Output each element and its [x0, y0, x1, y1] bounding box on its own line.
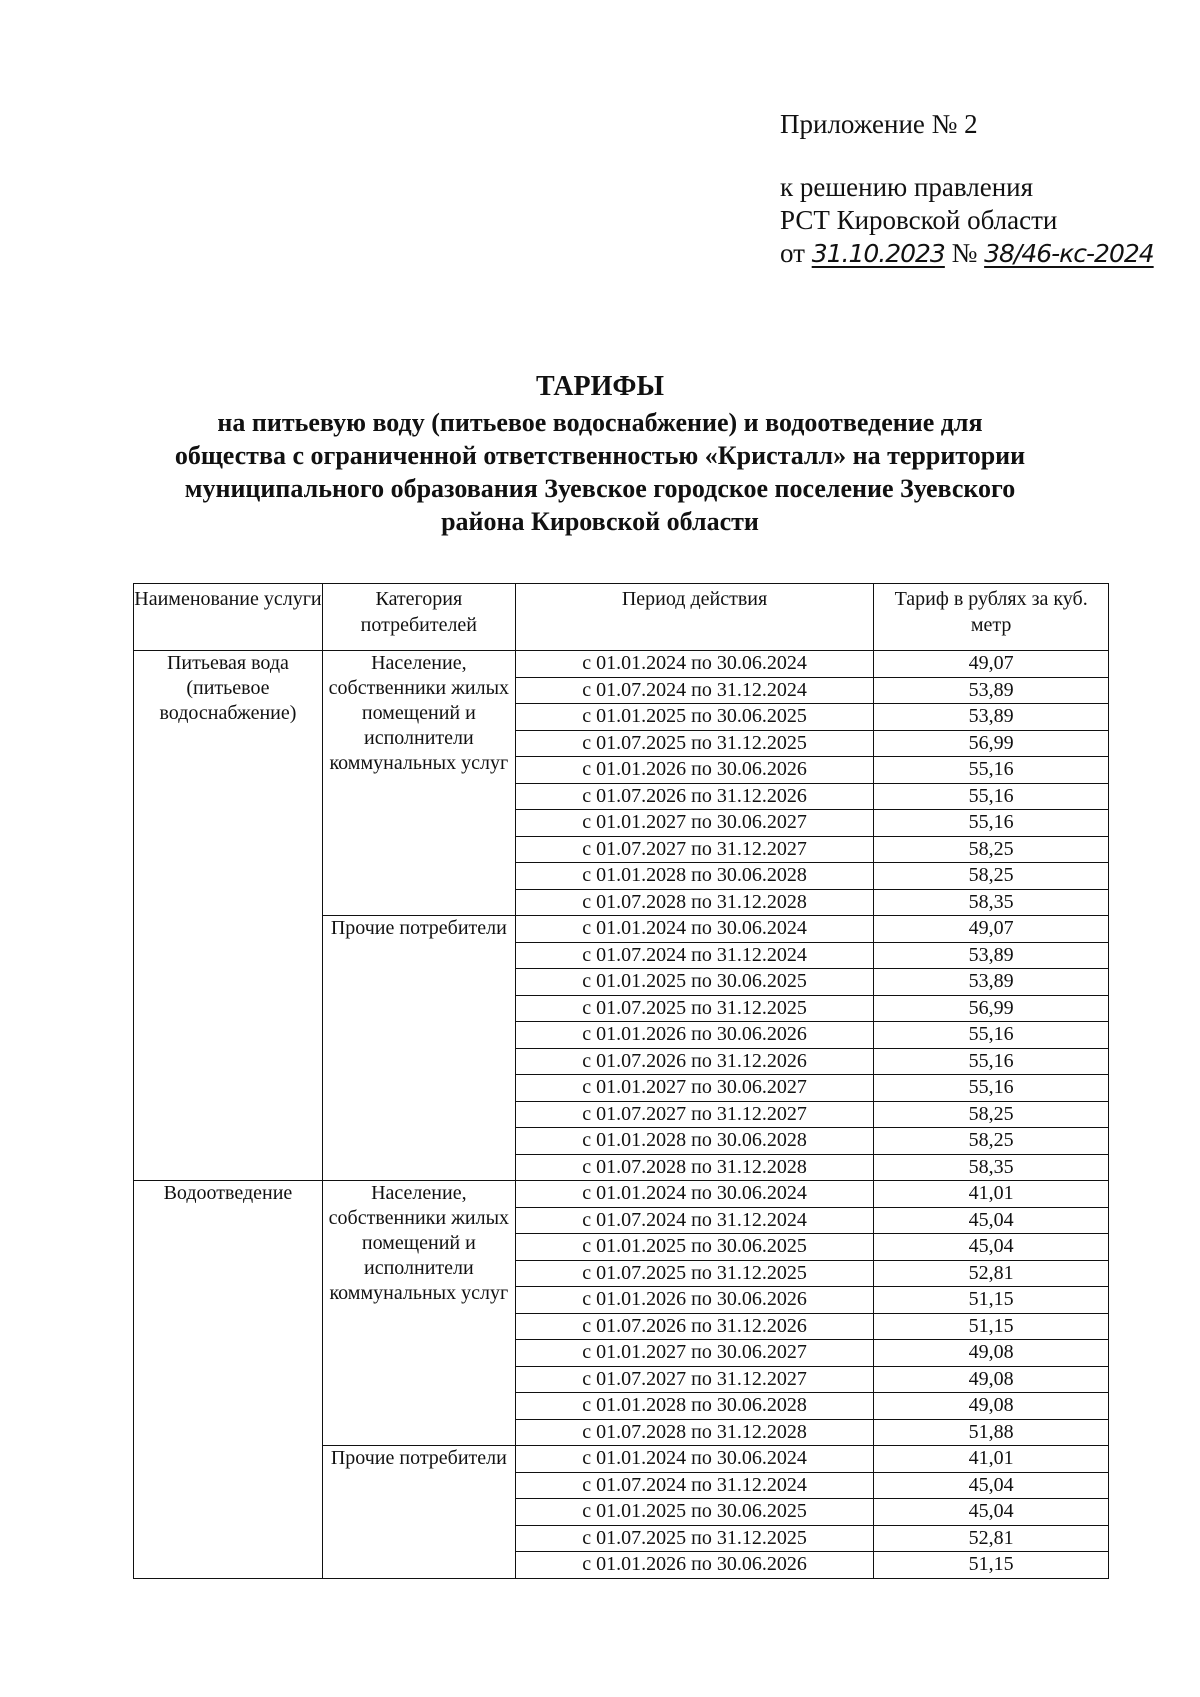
period-cell: с 01.01.2028 по 30.06.2028 [515, 1393, 874, 1420]
period-cell: с 01.07.2027 по 31.12.2027 [515, 1101, 874, 1128]
period-cell: с 01.01.2025 по 30.06.2025 [515, 704, 874, 731]
service-name-cell: Питьевая вода (питьевое водоснабжение) [134, 651, 323, 1181]
title-line-3: муниципального образования Зуевское городское поселение Зуевского [184, 474, 1016, 503]
tariff-cell: 41,01 [874, 1446, 1109, 1473]
handwritten-date: 31.10.2023 [811, 239, 945, 268]
period-cell: с 01.01.2024 по 30.06.2024 [515, 1181, 874, 1208]
period-cell: с 01.07.2024 по 31.12.2024 [515, 1472, 874, 1499]
header-period: Период действия [515, 584, 874, 651]
period-cell: с 01.07.2027 по 31.12.2027 [515, 1366, 874, 1393]
header-category: Категория потребителей [322, 584, 515, 651]
period-cell: с 01.01.2026 по 30.06.2026 [515, 1552, 874, 1579]
tariff-cell: 52,81 [874, 1525, 1109, 1552]
title-line-1: на питьевую воду (питьевое водоснабжение) и водоотведение для [217, 408, 983, 437]
tariff-cell: 58,35 [874, 889, 1109, 916]
period-cell: с 01.01.2026 по 30.06.2026 [515, 1287, 874, 1314]
tariff-cell: 58,25 [874, 836, 1109, 863]
handwritten-number: 38/46-кс-2024 [984, 239, 1154, 268]
appendix-authority: РСТ Кировской области [780, 205, 1058, 235]
period-cell: с 01.01.2025 по 30.06.2025 [515, 1499, 874, 1526]
tariff-cell: 55,16 [874, 1075, 1109, 1102]
period-cell: с 01.01.2024 по 30.06.2024 [515, 651, 874, 678]
tariff-cell: 53,89 [874, 704, 1109, 731]
period-cell: с 01.07.2028 по 31.12.2028 [515, 1154, 874, 1181]
tariff-cell: 58,25 [874, 863, 1109, 890]
table-row [134, 651, 1109, 678]
header-service: Наименование услуги [134, 584, 323, 651]
tariff-cell: 58,25 [874, 1128, 1109, 1155]
tariff-cell: 49,07 [874, 651, 1109, 678]
period-cell: с 01.01.2026 по 30.06.2026 [515, 757, 874, 784]
period-cell: с 01.01.2028 по 30.06.2028 [515, 863, 874, 890]
service-name-cell: Водоотведение [134, 1181, 323, 1579]
appendix-decision: к решению правления [780, 172, 1034, 202]
table-row [134, 1181, 1109, 1208]
period-cell: с 01.07.2026 по 31.12.2026 [515, 783, 874, 810]
period-cell: с 01.07.2024 по 31.12.2024 [515, 942, 874, 969]
period-cell: с 01.07.2025 по 31.12.2025 [515, 730, 874, 757]
tariff-cell: 53,89 [874, 677, 1109, 704]
date-prefix: от [780, 238, 805, 268]
period-cell: с 01.07.2027 по 31.12.2027 [515, 836, 874, 863]
tariff-table [133, 583, 1109, 1579]
tariff-cell: 55,16 [874, 1048, 1109, 1075]
tariff-cell: 49,08 [874, 1340, 1109, 1367]
tariff-cell: 49,07 [874, 916, 1109, 943]
title-line-4: района Кировской области [441, 507, 759, 536]
tariff-cell: 41,01 [874, 1181, 1109, 1208]
appendix-date-line [780, 237, 1180, 270]
consumer-category-cell: Население, собственники жилых помещений и исполнители коммунальных услуг [322, 1181, 515, 1446]
tariff-cell: 55,16 [874, 757, 1109, 784]
tariff-cell: 51,15 [874, 1313, 1109, 1340]
appendix-number: Приложение № 2 [780, 109, 978, 139]
period-cell: с 01.01.2026 по 30.06.2026 [515, 1022, 874, 1049]
tariff-cell: 45,04 [874, 1499, 1109, 1526]
table-header-row [134, 584, 1109, 651]
tariff-cell: 55,16 [874, 783, 1109, 810]
period-cell: с 01.01.2027 по 30.06.2027 [515, 1075, 874, 1102]
tariff-cell: 49,08 [874, 1393, 1109, 1420]
consumer-category-cell: Прочие потребители [322, 1446, 515, 1579]
period-cell: с 01.01.2025 по 30.06.2025 [515, 969, 874, 996]
period-cell: с 01.07.2026 по 31.12.2026 [515, 1048, 874, 1075]
period-cell: с 01.07.2024 по 31.12.2024 [515, 1207, 874, 1234]
tariff-cell: 45,04 [874, 1234, 1109, 1261]
tariff-cell: 51,15 [874, 1552, 1109, 1579]
period-cell: с 01.01.2025 по 30.06.2025 [515, 1234, 874, 1261]
period-cell: с 01.07.2028 по 31.12.2028 [515, 1419, 874, 1446]
tariff-cell: 56,99 [874, 730, 1109, 757]
header-tariff: Тариф в рублях за куб. метр [874, 584, 1109, 651]
title-line-2: общества с ограниченной ответственностью «Кристалл» на территории [174, 441, 1026, 470]
period-cell: с 01.07.2025 по 31.12.2025 [515, 1525, 874, 1552]
tariff-cell: 53,89 [874, 969, 1109, 996]
period-cell: с 01.01.2027 по 30.06.2027 [515, 810, 874, 837]
appendix-block [780, 108, 1180, 270]
tariff-cell: 58,25 [874, 1101, 1109, 1128]
period-cell: с 01.07.2025 по 31.12.2025 [515, 995, 874, 1022]
tariff-cell: 53,89 [874, 942, 1109, 969]
tariff-cell: 58,35 [874, 1154, 1109, 1181]
number-prefix: № [951, 238, 978, 268]
tariff-cell: 49,08 [874, 1366, 1109, 1393]
period-cell: с 01.01.2024 по 30.06.2024 [515, 1446, 874, 1473]
period-cell: с 01.07.2026 по 31.12.2026 [515, 1313, 874, 1340]
consumer-category-cell: Население, собственники жилых помещений и исполнители коммунальных услуг [322, 651, 515, 916]
consumer-category-cell: Прочие потребители [322, 916, 515, 1181]
tariff-cell: 45,04 [874, 1207, 1109, 1234]
title-main: ТАРИФЫ [536, 371, 664, 402]
tariff-cell: 52,81 [874, 1260, 1109, 1287]
period-cell: с 01.07.2024 по 31.12.2024 [515, 677, 874, 704]
tariff-table-body [134, 651, 1109, 1579]
document-title [150, 368, 1050, 538]
tariff-cell: 55,16 [874, 1022, 1109, 1049]
period-cell: с 01.01.2028 по 30.06.2028 [515, 1128, 874, 1155]
tariff-cell: 45,04 [874, 1472, 1109, 1499]
period-cell: с 01.07.2028 по 31.12.2028 [515, 889, 874, 916]
tariff-cell: 55,16 [874, 810, 1109, 837]
tariff-cell: 56,99 [874, 995, 1109, 1022]
period-cell: с 01.01.2027 по 30.06.2027 [515, 1340, 874, 1367]
tariff-cell: 51,15 [874, 1287, 1109, 1314]
tariff-cell: 51,88 [874, 1419, 1109, 1446]
period-cell: с 01.01.2024 по 30.06.2024 [515, 916, 874, 943]
period-cell: с 01.07.2025 по 31.12.2025 [515, 1260, 874, 1287]
